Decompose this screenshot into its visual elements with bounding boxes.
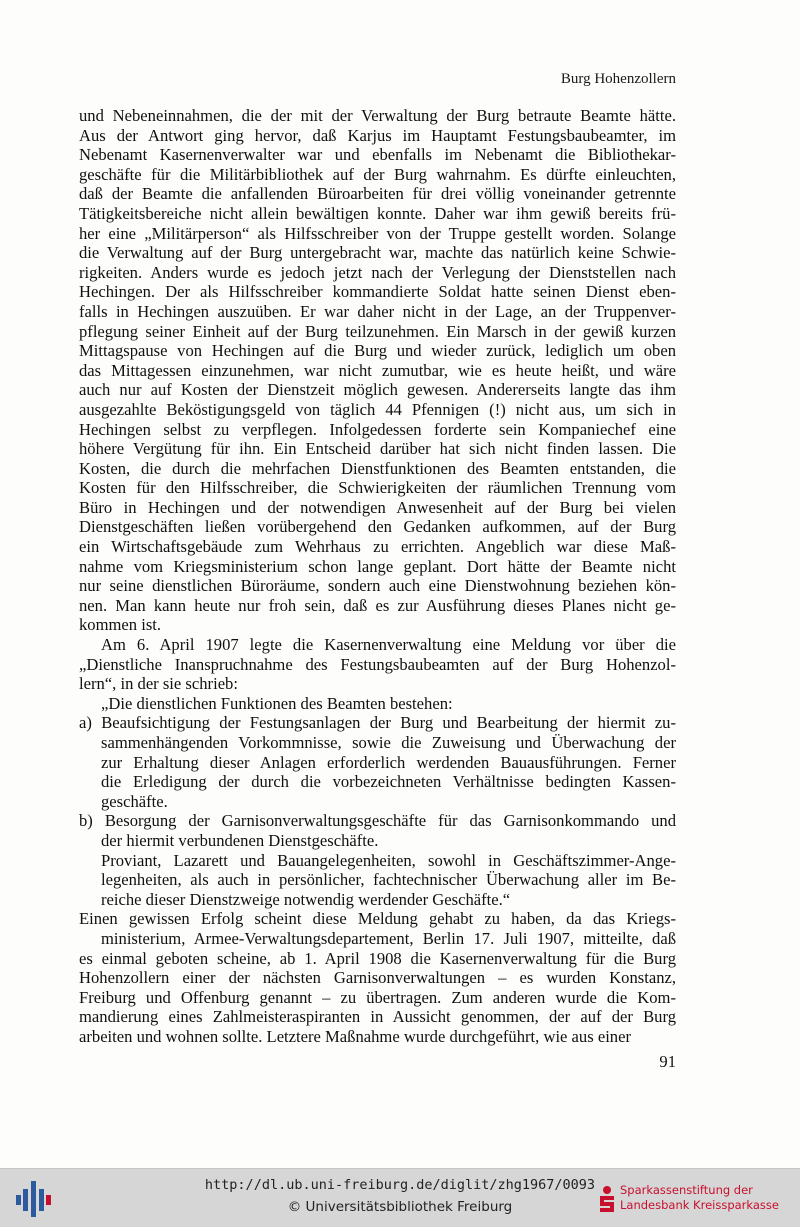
sponsor-line-1: Sparkassenstiftung der xyxy=(620,1183,753,1197)
text-line: zur Erhaltung dieser Anlagen erforderlich werdenden Bauausführungen. Ferner xyxy=(101,752,676,772)
text-line: das Mittagessen einzunehmen, war nicht zumutbar, wie es heute heißt, und wäre xyxy=(79,360,676,380)
text-line: arbeiten und wohnen sollte. Letztere Maßnahme wurde durchgeführt, wie aus einer xyxy=(79,1026,631,1046)
sponsor-block[interactable] xyxy=(596,1183,796,1219)
text-line: sammenhängenden Vorkommnisse, sowie die Zuweisung und Überwachung der xyxy=(101,733,676,752)
text-line: Aus der Antwort ging hervor, daß Karjus im Hauptamt Festungsbaubeamter, im xyxy=(79,125,676,145)
text-line: es einmal geboten scheine, ab 1. April 1908 die Kasernenverwaltung für die Burg xyxy=(79,948,676,968)
text-line: ein Wirtschaftsgebäude zum Wehrhaus zu errichten. Angeblich war diese Maß- xyxy=(79,537,676,557)
text-line: Mittagspause von Hechingen auf die Burg und wieder zurück, lediglich um oben xyxy=(79,341,676,361)
sponsor-text xyxy=(620,1183,779,1213)
copyright-notice: © Universitätsbibliothek Freiburg xyxy=(287,1199,513,1215)
text-line: die Verwaltung auf der Burg untergebracht war, machte das natürlich keine Schwie- xyxy=(79,243,676,263)
text-line: Büro in Hechingen und der notwendigen Anwesenheit auf der Burg bei vielen xyxy=(79,497,676,517)
footer-bar xyxy=(0,1168,800,1227)
text-line: „Dienstliche Inanspruchnahme des Festungsbaubeamten auf der Burg Hohenzol- xyxy=(79,654,676,674)
text-line: ministerium, Armee-Verwaltungsdepartement, Berlin 17. Juli 1907, mitteilte, daß xyxy=(101,928,676,948)
text-line: Nebenamt Kasernenverwalter war und ebenfalls im Nebenamt die Bibliothekar- xyxy=(79,145,676,165)
text-line: nahme vom Kriegsministerium schon lange geplant. Dort hätte der Beamte nicht xyxy=(79,556,676,576)
text-line: der hiermit verbundenen Dienstgeschäfte. xyxy=(101,830,379,850)
text-line: Kosten für den Hilfsschreiber, die Schwierigkeiten der räumlichen Trennung vom xyxy=(79,478,676,498)
text-line: nur seine dienstlichen Büroräume, sondern auch eine Dienstwohnung beziehen kön- xyxy=(79,576,676,596)
text-line: mandierung eines Zahlmeisteraspiranten in Aussicht genommen, der auf der Burg xyxy=(79,1007,676,1027)
sponsor-line-2: Landesbank Kreissparkasse xyxy=(620,1198,779,1212)
text-line: b) Besorgung der Garnisonverwaltungsgeschäfte für das Garnisonkommando und xyxy=(79,811,676,831)
source-url-link[interactable]: http://dl.ub.uni-freiburg.de/diglit/zhg1967/0093 xyxy=(204,1177,596,1193)
text-line: Dienstgeschäften ließen vorübergehend den Gedanken aufkommen, auf der Burg xyxy=(79,517,676,537)
body-text xyxy=(79,106,676,1047)
text-line: auch nur auf Kosten der Dienstzeit möglich gewesen. Andererseits langte das ihm xyxy=(79,380,676,400)
text-line: Einen gewissen Erfolg scheint diese Meldung gehabt zu haben, da das Kriegs- xyxy=(79,909,676,929)
text-line: höhere Vergütung für ihn. Ein Entscheid darüber hat sich nicht finden lassen. Die xyxy=(79,439,676,459)
text-line: a) Beaufsichtigung der Festungsanlagen der Burg und Bearbeitung der hiermit zu- xyxy=(79,713,676,733)
text-line: Freiburg und Offenburg genannt – zu übertragen. Zum anderen wurde die Kom- xyxy=(79,987,676,1007)
text-line: her eine „Militärperson“ als Hilfsschreiber von der Truppe gestellt worden. Solange xyxy=(79,223,676,243)
text-line: und Nebeneinnahmen, die der mit der Verwaltung der Burg betraute Beamte hätte. xyxy=(79,106,676,125)
text-line: lern“, in der sie schrieb: xyxy=(79,674,238,694)
text-line: falls in Hechingen auszuüben. Er war daher nicht in der Lage, an der Truppenver- xyxy=(79,301,676,321)
sparkasse-logo-icon xyxy=(596,1185,618,1215)
text-line: rigkeiten. Anders wurde es jedoch jetzt nach der Verlegung der Dienststellen nach xyxy=(79,262,676,282)
page-number: 91 xyxy=(659,1052,676,1071)
text-line: pflegung seiner Einheit auf der Burg teilzunehmen. Ein Marsch in der gewiß kurzen xyxy=(79,321,676,341)
text-line: reiche dieser Dienstzweige notwendig werdender Geschäfte.“ xyxy=(101,889,511,909)
text-line: Hohenzollern einer der nächsten Garnisonverwaltungen – es wurden Konstanz, xyxy=(79,968,676,988)
text-line: daß der Beamte die anfallenden Büroarbeiten für drei völlig voneinander getrennte xyxy=(79,184,676,204)
text-line: Tätigkeitsbereiche nicht allein bewältigen konnte. Daher war ihm gewiß bereits frü- xyxy=(79,203,676,223)
text-line: Hechingen. Der als Hilfsschreiber kommandierte Soldat hatte seinen Dienst eben- xyxy=(79,282,676,302)
text-line: Kosten, die durch die mehrfachen Dienstfunktionen des Beamten entstanden, die xyxy=(79,458,676,478)
text-line: „Die dienstlichen Funktionen des Beamten bestehen: xyxy=(101,693,453,713)
text-line: Proviant, Lazarett und Bauangelegenheiten, sowohl in Geschäftszimmer-Ange- xyxy=(101,850,676,870)
running-head: Burg Hohenzollern xyxy=(560,71,676,87)
text-line: kommen ist. xyxy=(79,615,162,635)
text-line: geschäfte. xyxy=(101,791,168,811)
text-line: nen. Man kann heute nur froh sein, daß es zur Ausführung dieses Planes nicht ge- xyxy=(79,595,676,615)
text-line: Am 6. April 1907 legte die Kasernenverwaltung eine Meldung vor über die xyxy=(101,635,676,655)
text-line: geschäfte für die Militärbibliothek auf der Burg wahrnahm. Es dürfte einleuchten, xyxy=(79,164,676,184)
text-line: ausgezahlte Beköstigungsgeld von täglich 44 Pfennigen (!) nicht aus, um sich in xyxy=(79,399,676,419)
text-line: die Erledigung der durch die vorbezeichneten Verhältnisse bedingten Kassen- xyxy=(101,772,676,792)
text-line: legenheiten, als auch in persönlicher, fachtechnischer Überwachung aller im Be- xyxy=(101,870,676,890)
text-line: Hechingen selbst zu verpflegen. Infolgedessen forderte sein Kompaniechef eine xyxy=(79,419,676,439)
